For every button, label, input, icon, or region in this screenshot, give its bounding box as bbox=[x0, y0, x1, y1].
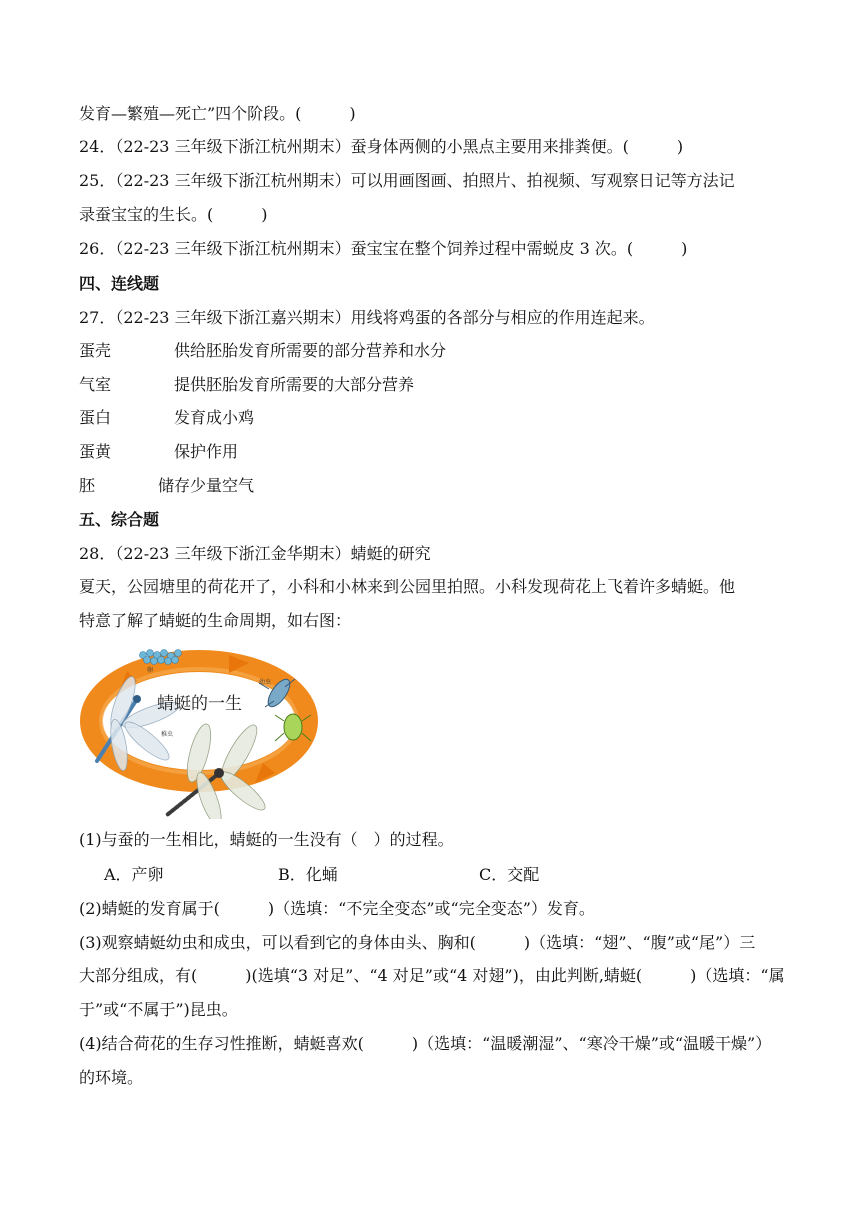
match-part: 气室 bbox=[79, 375, 112, 394]
match-function: 发育成小鸡 bbox=[174, 408, 255, 427]
match-function: 保护作用 bbox=[174, 442, 239, 461]
match-part: 蛋白 bbox=[79, 408, 112, 427]
section-heading-matching: 四、连线题 bbox=[79, 274, 160, 293]
question-24: 24．（22-23 三年级下浙江杭州期末）蚕身体两侧的小黑点主要用来排粪便。( ) bbox=[79, 137, 684, 156]
question-28: 28．（22-23 三年级下浙江金华期末）蜻蜓的研究 bbox=[79, 544, 431, 563]
option-c: C．交配 bbox=[479, 865, 540, 884]
sub-question-3: (3)观察蜻蜓幼虫和成虫，可以看到它的身体由头、胸和( )（选填：“翅”、“腹”或“尾”）三 bbox=[79, 933, 756, 952]
life-cycle-diagram bbox=[79, 641, 324, 819]
egg-cluster-icon bbox=[140, 650, 182, 665]
option-a: A．产卵 bbox=[104, 865, 164, 884]
label-nymph: 稚虫 bbox=[161, 731, 174, 738]
question-26: 26．（22-23 三年级下浙江杭州期末）蚕宝宝在整个饲养过程中需蜕皮 3 次。( ) bbox=[79, 239, 688, 258]
sub-question-4-cont: 的环境。 bbox=[79, 1068, 144, 1087]
match-part: 蛋黄 bbox=[79, 442, 112, 461]
question-27: 27．（22-23 三年级下浙江嘉兴期末）用线将鸡蛋的各部分与相应的作用连起来。 bbox=[79, 308, 655, 327]
sub-question-3-cont: 大部分组成，有( )(选填“3 对足”、“4 对足”或“4 对翅”)，由此判断,蜻蜓( )（选填：“属 bbox=[79, 966, 785, 985]
match-function: 供给胚胎发育所需要的部分营养和水分 bbox=[174, 341, 447, 360]
question-25-cont: 录蚕宝宝的生长。( ) bbox=[79, 205, 268, 224]
sub-question-2: (2)蜻蜓的发育属于( )（选填：“不完全变态”或“完全变态”）发育。 bbox=[79, 899, 595, 918]
question-28-text: 特意了解了蜻蜓的生命周期，如右图： bbox=[79, 611, 352, 630]
question-25: 25．（22-23 三年级下浙江杭州期末）可以用画图画、拍照片、拍视频、写观察日记等方法记 bbox=[79, 171, 735, 190]
label-larva: 幼虫 bbox=[259, 679, 272, 686]
match-function: 储存少量空气 bbox=[158, 476, 255, 495]
match-part: 胚 bbox=[79, 476, 96, 495]
text-line: 发育—繁殖—死亡”四个阶段。( ) bbox=[79, 104, 356, 123]
option-b: B．化蛹 bbox=[278, 865, 338, 884]
question-28-text: 夏天，公园塘里的荷花开了，小科和小林来到公园里拍照。小科发现荷花上飞着许多蜻蜓。他 bbox=[79, 577, 736, 596]
sub-question-3-cont: 于”或“不属于”)昆虫。 bbox=[79, 1000, 238, 1019]
sub-question-4: (4)结合荷花的生存习性推断，蜻蜓喜欢( )（选填：“温暖潮湿”、“寒冷干燥”或“温暖干燥”） bbox=[79, 1034, 772, 1053]
figure-title: 蜻蜓的一生 bbox=[157, 694, 242, 714]
match-function: 提供胚胎发育所需要的大部分营养 bbox=[174, 375, 415, 394]
label-egg: 卵 bbox=[147, 667, 154, 674]
dragonfly-life-cycle-figure bbox=[79, 641, 324, 819]
match-part: 蛋壳 bbox=[79, 341, 112, 360]
sub-question-1: (1)与蚕的一生相比，蜻蜓的一生没有（ ）的过程。 bbox=[79, 830, 454, 849]
section-heading-comprehensive: 五、综合题 bbox=[79, 510, 160, 529]
